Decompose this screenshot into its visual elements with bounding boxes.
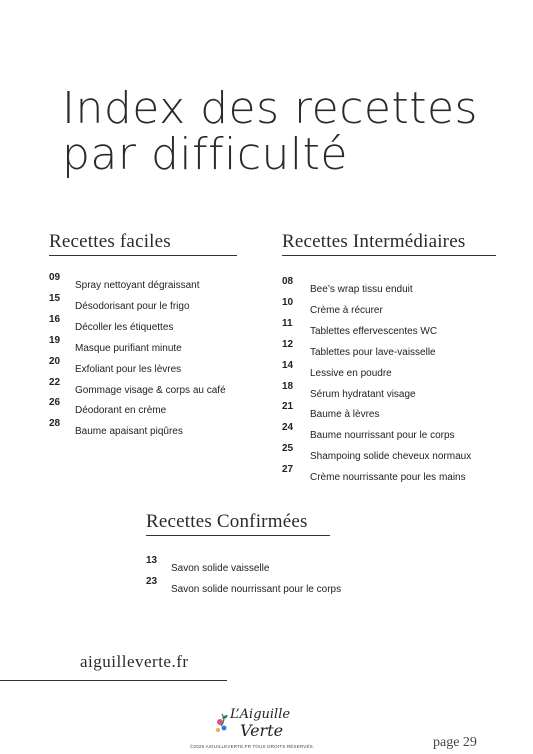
recipe-name: Lessive en poudre <box>310 367 392 379</box>
recipe-entry[interactable] <box>282 339 502 360</box>
recipe-page-number: 08 <box>282 276 294 287</box>
section-divider-confirmed <box>146 535 330 536</box>
flower-decoration-icon <box>216 714 228 732</box>
recipe-page-number: 20 <box>49 355 61 367</box>
footer-divider <box>0 680 227 681</box>
recipe-name: Gommage visage & corps au café <box>75 384 226 396</box>
recipe-name: Tablettes pour lave-vaisselle <box>310 346 436 358</box>
recipe-page-number: 23 <box>146 575 158 587</box>
recipe-entry[interactable] <box>49 293 269 314</box>
recipe-page-number: 18 <box>282 380 294 392</box>
recipe-entry[interactable] <box>282 318 502 339</box>
recipe-page-number: 19 <box>49 334 61 346</box>
recipe-entry[interactable] <box>49 335 269 356</box>
title-line-1: Index des recettes <box>62 83 478 134</box>
recipe-entry[interactable] <box>49 272 269 293</box>
section-divider-intermediate <box>282 255 496 256</box>
section-heading-confirmed: Recettes Confirmées <box>146 511 308 532</box>
recipe-entry[interactable] <box>49 418 269 439</box>
recipe-page-number: 24 <box>282 422 294 434</box>
recipe-page-number: 10 <box>282 296 294 308</box>
recipe-page-number: 25 <box>282 443 294 455</box>
recipe-entry[interactable] <box>282 401 502 422</box>
page-number: page 29 <box>433 735 477 750</box>
recipe-name: Désodorisant pour le frigo <box>75 300 190 312</box>
recipe-page-number: 14 <box>282 359 294 371</box>
recipe-page-number: 15 <box>49 292 61 304</box>
recipe-page-number: 11 <box>282 317 293 329</box>
recipe-name: Crème nourrissante pour les mains <box>310 472 466 484</box>
recipe-entry[interactable] <box>282 422 502 443</box>
brand-logo <box>212 700 292 744</box>
recipe-entry[interactable] <box>49 397 269 418</box>
recipe-name: Sérum hydratant visage <box>310 388 416 400</box>
recipe-entry[interactable] <box>282 381 502 402</box>
recipe-page-number: 09 <box>49 272 61 283</box>
recipe-entry[interactable] <box>49 314 269 335</box>
recipe-entry[interactable] <box>282 443 502 464</box>
recipe-page-number: 12 <box>282 338 294 350</box>
recipe-page-number: 13 <box>146 555 158 566</box>
title-line-2: par difficulté <box>62 129 348 180</box>
recipe-page-number: 26 <box>49 397 61 409</box>
recipe-name: Savon solide vaisselle <box>171 563 270 574</box>
recipe-page-number: 21 <box>282 401 294 413</box>
page-title <box>62 83 522 180</box>
recipe-entry[interactable] <box>49 356 269 377</box>
brand-logo-graphic <box>212 700 292 744</box>
recipe-name: Tablettes effervescentes WC <box>310 325 438 337</box>
site-url[interactable]: aiguilleverte.fr <box>80 652 189 671</box>
recipe-name: Exfoliant pour les lèvres <box>75 363 182 375</box>
recipe-entry[interactable] <box>49 377 269 398</box>
recipe-name: Décoller les étiquettes <box>75 321 174 333</box>
section-heading-easy: Recettes faciles <box>49 231 171 252</box>
recipe-name: Déodorant en crème <box>75 405 167 417</box>
recipe-name: Bee’s wrap tissu enduit <box>310 284 413 295</box>
recipe-entry[interactable] <box>282 297 502 318</box>
recipe-name: Shampoing solide cheveux normaux <box>310 451 472 463</box>
recipe-entry[interactable] <box>146 555 366 576</box>
logo-text-line-2: Verte <box>240 721 284 740</box>
recipe-entry[interactable] <box>146 576 366 597</box>
recipe-name: Savon solide nourrissant pour le corps <box>171 583 342 595</box>
recipe-entry[interactable] <box>282 276 502 297</box>
recipe-name: Baume à lèvres <box>310 409 380 421</box>
recipe-page-number: 28 <box>49 418 61 430</box>
logo-text-line-1: L’Aiguille <box>230 707 291 722</box>
recipe-entry[interactable] <box>282 360 502 381</box>
recipe-entry[interactable] <box>282 464 502 485</box>
recipe-name: Masque purifiant minute <box>75 342 182 354</box>
recipe-page-number: 22 <box>49 376 61 388</box>
section-divider-easy <box>49 255 237 256</box>
recipe-page-number: 16 <box>49 313 61 325</box>
recipe-page-number: 27 <box>282 464 294 476</box>
recipe-name: Baume apaisant piqûres <box>75 426 183 438</box>
copyright-notice: ©2025 AIGUILLEVERTE.FR TOUS DROITS RÉSERVÉS. <box>190 744 315 749</box>
recipe-name: Baume nourrissant pour le corps <box>310 430 455 442</box>
recipe-name: Crème à récurer <box>310 304 383 316</box>
section-heading-intermediate: Recettes Intermédiaires <box>282 231 466 252</box>
recipe-name: Spray nettoyant dégraissant <box>75 280 200 291</box>
